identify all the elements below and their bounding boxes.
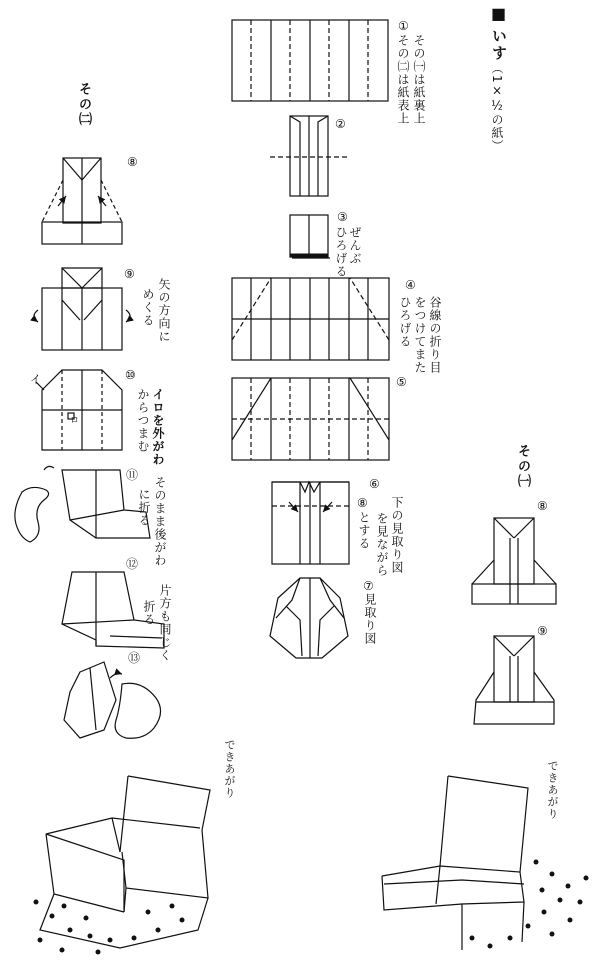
- step-3-note-a: ぜんぶ: [348, 226, 362, 265]
- part2-step-11-note-a: そのまま後がわ: [153, 476, 167, 567]
- part2-step-9-note-a: 矢の方向に: [157, 278, 171, 343]
- chair-left-diagram: [40, 776, 210, 948]
- step-4-number: ④: [405, 278, 416, 292]
- chair-right-diagram: [382, 776, 528, 950]
- step-7-note: 見取り図: [363, 593, 377, 645]
- step-7-number: ⑦: [363, 579, 374, 593]
- part1-step-8-number: ⑧: [537, 499, 548, 513]
- part2-step-9-note-b: めくる: [141, 288, 155, 327]
- section-heading-part1: その㈠: [515, 444, 530, 489]
- part2-step-12-diagram: [62, 572, 164, 648]
- title-mark: ■: [491, 4, 507, 23]
- step-4-note-b: をつけてまた: [413, 296, 427, 374]
- part2-step-8-number: ⑧: [127, 155, 138, 169]
- step-1-number: ①: [398, 19, 409, 33]
- step-5-diagram: [232, 378, 389, 460]
- step-3-number: ③: [337, 210, 348, 224]
- part1-step-9-diagram: [474, 636, 554, 724]
- step-6-ref-number: ⑧: [357, 496, 368, 510]
- part2-step-12-note-a: 片方も同じく: [158, 584, 172, 662]
- step-6-note-c: とする: [357, 511, 371, 550]
- step-3-note-b: ひろげる: [334, 226, 348, 278]
- step-6-note-a: 下の見取り図: [390, 496, 404, 574]
- part1-step-9-number: ⑨: [537, 624, 548, 638]
- step-6-note-b: を見ながら: [375, 512, 389, 577]
- part2-step-11-number: ⑪: [126, 468, 139, 482]
- finished-label-right: できあがり: [546, 760, 559, 820]
- finished-label-left: できあがり: [223, 739, 236, 799]
- part2-step-9-diagram: [34, 268, 130, 350]
- step-4-note-a: 谷線の折り目: [428, 296, 442, 374]
- step-2-diagram: [270, 116, 350, 196]
- step-6-number: ⑥: [369, 477, 380, 491]
- part1-step-8-diagram: [472, 518, 556, 604]
- part2-step-8-diagram: [42, 158, 122, 244]
- step-1-diagram: [232, 20, 388, 101]
- step-4-note-c: ひろげる: [398, 296, 412, 348]
- step-7-diagram: [270, 578, 348, 658]
- step-6-diagram: [272, 482, 349, 564]
- step-1-note-b: その㈡は紙表上: [396, 34, 410, 125]
- part2-step-10-diagram: [36, 370, 122, 450]
- part2-step-13-number: ⑬: [128, 651, 141, 665]
- step-3-diagram: [290, 215, 330, 258]
- part2-step-13-diagram: [64, 662, 161, 738]
- part2-step-10-note-b: からつまむ: [136, 388, 150, 453]
- part2-step-10-number: ⑩: [125, 368, 136, 382]
- floor-dots-right: [470, 860, 589, 949]
- part2-step-10-note-a: イロを外がわ: [151, 388, 165, 466]
- step-2-number: ②: [335, 117, 346, 131]
- part2-step-9-number: ⑨: [124, 267, 135, 281]
- page-title: いす: [490, 28, 508, 62]
- part2-step-11-diagram: [15, 466, 150, 542]
- point-i-label: イ: [30, 373, 41, 386]
- part2-step-12-number: ⑫: [126, 557, 139, 571]
- section-heading-part2: その㈡: [76, 82, 91, 127]
- step-1-note-a: その㈠は紙裏上: [412, 34, 426, 125]
- part2-step-11-note-b: に折る: [137, 488, 151, 527]
- step-5-number: ⑤: [396, 375, 407, 389]
- paper-size-note: （1×½の紙）: [490, 62, 504, 153]
- point-ro-label: ロ: [70, 416, 80, 426]
- step-4-diagram: [232, 278, 389, 360]
- part2-step-12-note-b: 折る: [142, 600, 156, 626]
